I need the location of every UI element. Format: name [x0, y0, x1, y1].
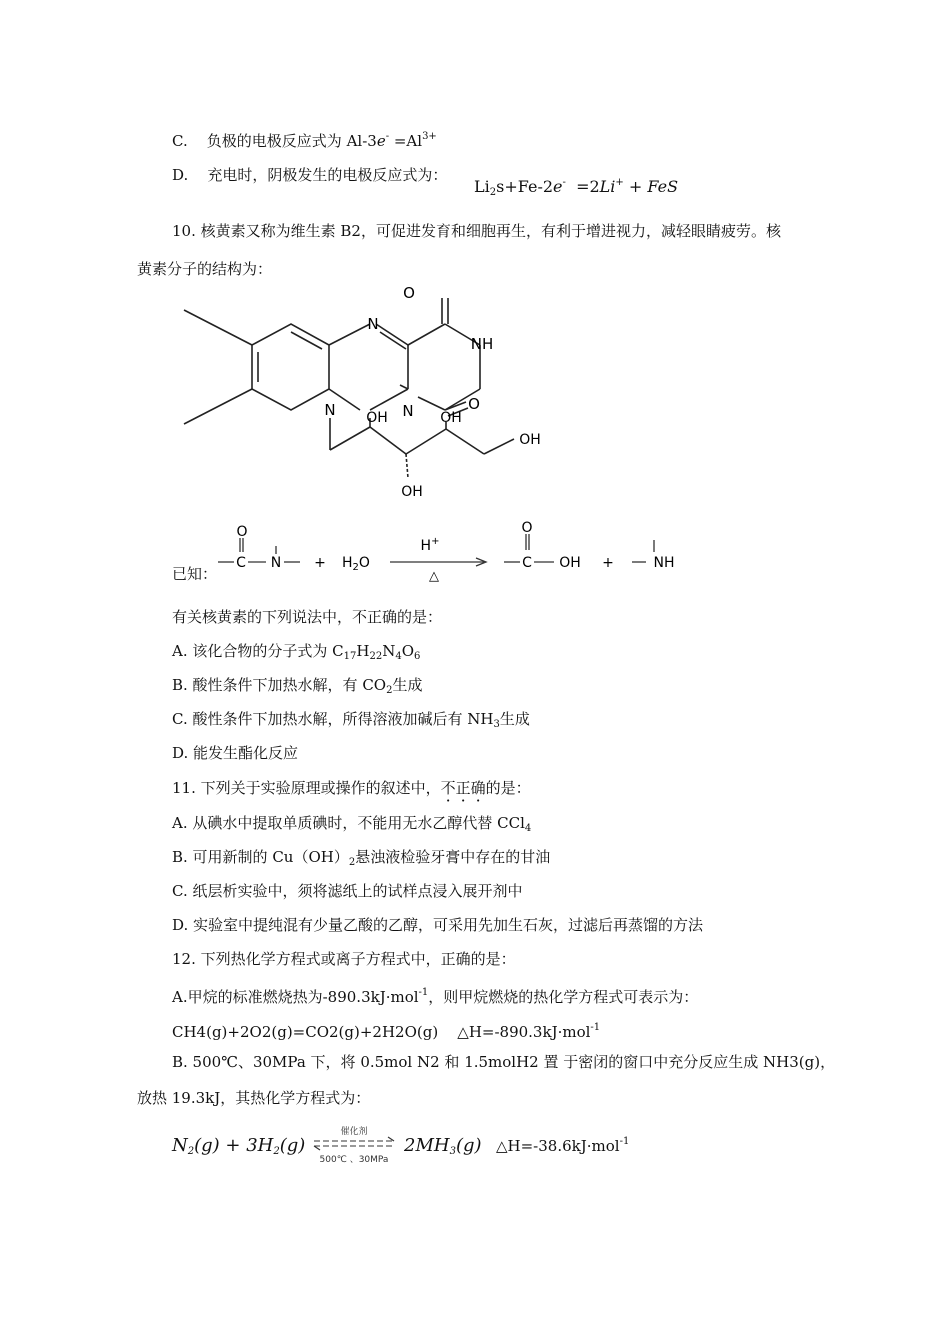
- known-o-left: O: [236, 524, 248, 540]
- question-10-stem: 有关核黄素的下列说法中，不正确的是：: [172, 608, 443, 626]
- option-11c: C. 纸层析实验中，须将滤纸上的试样点浸入展开剂中: [172, 882, 523, 900]
- option-12a: A.甲烷的标准燃烧热为-890.3kJ·mol$^{-1}$，则甲烷燃烧的热化学方程式可表示为：: [172, 987, 699, 1006]
- known-label: 已知：: [172, 565, 218, 583]
- atom-oh2: OH: [440, 410, 462, 426]
- catalyst: H+: [420, 536, 440, 554]
- atom-n2: N: [324, 401, 336, 419]
- question-10-line1: 10. 核黄素又称为维生素 B2，可促进发育和细胞再生，有利于增进视力，减轻眼睛疲劳。核: [172, 222, 781, 240]
- equation-12b-dh: △H=-38.6kJ·mol$^{-1}$: [496, 1136, 630, 1155]
- option-12b-line1: B. 500℃、30MPa 下，将 0.5mol N2 和 1.5molH2 置 于密闭的窗口中充分反应生成 NH3(g)，: [172, 1053, 836, 1071]
- known-n-left: N: [270, 555, 282, 571]
- riboflavin-structure: [170, 282, 560, 504]
- heat-symbol: △: [429, 569, 439, 584]
- equation-12a: CH4(g)+2O2(g)=CO2(g)+2H2O(g) △H=-890.3kJ·mol$^{-1}$: [172, 1022, 601, 1041]
- option-12b-line2: 放热 19.3kJ，其热化学方程式为：: [137, 1089, 371, 1107]
- option-11d: D. 实验室中提纯混有少量乙酸的乙醇，可采用先加生石灰，过滤后再蒸馏的方法: [172, 916, 704, 934]
- atom-nh: NH: [470, 335, 494, 353]
- atom-oh4: OH: [401, 484, 423, 500]
- known-oh: OH: [559, 555, 581, 571]
- question-10-line2: 黄素分子的结构为：: [137, 260, 273, 278]
- equation-12b-right: $2MH_3(g)$: [404, 1135, 482, 1157]
- option-11a: A. 从碘水中提取单质碘时，不能用无水乙醇代替 CCl$_4$: [172, 814, 532, 834]
- known-o-right: O: [521, 520, 533, 536]
- equation-12b-left: $N_2(g) + 3H_2(g)$: [172, 1135, 306, 1157]
- question-11-stem: 11. 下列关于实验原理或操作的叙述中，不正确的是：: [172, 779, 531, 797]
- known-nh: NH: [653, 555, 675, 571]
- atom-o1: O: [403, 284, 415, 302]
- known-c-left: C: [236, 555, 246, 571]
- option-10c: C. 酸性条件下加热水解，所得溶液加碱后有 $NH_3$生成: [172, 710, 530, 730]
- atom-oh1: OH: [366, 410, 388, 426]
- condition-label: 500℃ 、30MPa: [319, 1155, 389, 1165]
- option-9c: C. 负极的电极反应式为 $Al-3e^- =Al^{3+}$: [172, 131, 437, 150]
- atom-n3: N: [402, 402, 414, 420]
- option-10a: A. 该化合物的分子式为 $C_{17}H_{22}N_4O_6$: [172, 642, 421, 662]
- plus-sign: +: [602, 555, 614, 571]
- option-9d: D. 充电时，阴极发生的电极反应式为：: [172, 166, 448, 184]
- question-12-stem: 12. 下列热化学方程式或离子方程式中，正确的是：: [172, 950, 516, 968]
- atom-o2: O: [468, 395, 480, 413]
- water: $H_2O$: [342, 555, 370, 573]
- plus-sign: +: [314, 555, 326, 571]
- option-10d: D. 能发生酯化反应: [172, 744, 299, 762]
- option-11b: B. 可用新制的 $Cu(OH)_2$悬浊液检验牙膏中存在的甘油: [172, 848, 551, 868]
- reversible-arrow: [310, 1124, 398, 1166]
- option-10b: B. 酸性条件下加热水解，有 $CO_2$生成: [172, 676, 423, 696]
- known-c-right: C: [522, 555, 532, 571]
- atom-n1: N: [367, 315, 379, 333]
- atom-oh3: OH: [519, 432, 541, 448]
- known-reaction: [214, 518, 694, 588]
- catalyst-label: 催化剂: [340, 1127, 368, 1137]
- equation-9d: $Li_2s+Fe-2e^- =2Li^+$ + FeS: [474, 177, 679, 198]
